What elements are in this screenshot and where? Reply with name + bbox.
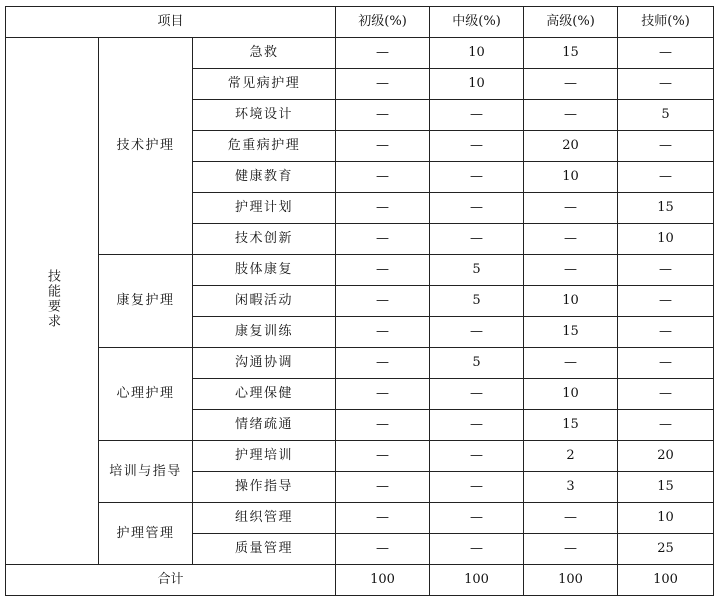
value-cell: — <box>336 69 430 100</box>
value-cell: 10 <box>524 379 618 410</box>
value-cell: — <box>336 317 430 348</box>
group-label: 康复护理 <box>99 255 193 348</box>
value-cell: — <box>618 162 714 193</box>
item-label: 沟通协调 <box>193 348 336 379</box>
item-label: 技术创新 <box>193 224 336 255</box>
value-cell: — <box>430 379 524 410</box>
value-cell: 15 <box>524 410 618 441</box>
item-label: 质量管理 <box>193 534 336 565</box>
value-cell: 10 <box>430 38 524 69</box>
group-label: 培训与指导 <box>99 441 193 503</box>
value-cell: — <box>430 131 524 162</box>
value-cell: 20 <box>618 441 714 472</box>
value-cell: — <box>430 410 524 441</box>
value-cell: — <box>618 131 714 162</box>
value-cell: — <box>336 503 430 534</box>
total-value: 100 <box>618 565 714 596</box>
item-label: 急救 <box>193 38 336 69</box>
value-cell: — <box>336 100 430 131</box>
value-cell: — <box>524 534 618 565</box>
table-row <box>6 255 714 286</box>
header-level-senior: 高级(%) <box>524 7 618 38</box>
item-label: 组织管理 <box>193 503 336 534</box>
total-value: 100 <box>336 565 430 596</box>
item-label: 健康教育 <box>193 162 336 193</box>
value-cell: — <box>430 100 524 131</box>
value-cell: — <box>336 38 430 69</box>
header-row <box>6 7 714 38</box>
item-label: 危重病护理 <box>193 131 336 162</box>
value-cell: 15 <box>524 38 618 69</box>
value-cell: — <box>524 348 618 379</box>
total-value: 100 <box>430 565 524 596</box>
value-cell: — <box>336 348 430 379</box>
item-label: 康复训练 <box>193 317 336 348</box>
table-row <box>6 38 714 69</box>
total-label: 合计 <box>6 565 336 596</box>
value-cell: 15 <box>524 317 618 348</box>
value-cell: — <box>430 193 524 224</box>
item-label: 情绪疏通 <box>193 410 336 441</box>
value-cell: — <box>618 379 714 410</box>
value-cell: 5 <box>618 100 714 131</box>
value-cell: — <box>336 255 430 286</box>
item-label: 心理保健 <box>193 379 336 410</box>
section-cell <box>6 38 99 565</box>
value-cell: — <box>524 69 618 100</box>
total-value: 100 <box>524 565 618 596</box>
value-cell: 15 <box>618 193 714 224</box>
value-cell: — <box>336 379 430 410</box>
skill-weight-table <box>5 6 714 596</box>
value-cell: — <box>524 255 618 286</box>
group-label: 护理管理 <box>99 503 193 565</box>
value-cell: — <box>430 317 524 348</box>
value-cell: — <box>336 534 430 565</box>
value-cell: 10 <box>618 224 714 255</box>
value-cell: 15 <box>618 472 714 503</box>
value-cell: — <box>430 472 524 503</box>
value-cell: 5 <box>430 286 524 317</box>
section-label: 技能要求 <box>45 268 60 329</box>
value-cell: — <box>336 472 430 503</box>
value-cell: — <box>618 69 714 100</box>
table-body <box>6 38 714 596</box>
item-label: 环境设计 <box>193 100 336 131</box>
value-cell: — <box>618 410 714 441</box>
value-cell: — <box>336 441 430 472</box>
value-cell: — <box>336 131 430 162</box>
value-cell: 25 <box>618 534 714 565</box>
value-cell: 2 <box>524 441 618 472</box>
value-cell: 10 <box>618 503 714 534</box>
value-cell: 10 <box>430 69 524 100</box>
value-cell: 3 <box>524 472 618 503</box>
item-label: 闲暇活动 <box>193 286 336 317</box>
value-cell: — <box>430 503 524 534</box>
value-cell: 10 <box>524 162 618 193</box>
value-cell: — <box>524 100 618 131</box>
value-cell: — <box>336 193 430 224</box>
item-label: 护理计划 <box>193 193 336 224</box>
value-cell: 10 <box>524 286 618 317</box>
item-label: 常见病护理 <box>193 69 336 100</box>
header-level-technician: 技师(%) <box>618 7 714 38</box>
value-cell: — <box>430 162 524 193</box>
item-label: 护理培训 <box>193 441 336 472</box>
value-cell: — <box>618 286 714 317</box>
value-cell: — <box>336 224 430 255</box>
item-label: 肢体康复 <box>193 255 336 286</box>
value-cell: — <box>618 255 714 286</box>
value-cell: 20 <box>524 131 618 162</box>
table-row <box>6 348 714 379</box>
table-row <box>6 441 714 472</box>
header-item: 项目 <box>6 7 336 38</box>
value-cell: — <box>524 503 618 534</box>
value-cell: — <box>618 38 714 69</box>
value-cell: 5 <box>430 255 524 286</box>
value-cell: — <box>430 224 524 255</box>
value-cell: — <box>336 286 430 317</box>
value-cell: — <box>336 410 430 441</box>
group-label: 心理护理 <box>99 348 193 441</box>
value-cell: — <box>524 193 618 224</box>
value-cell: — <box>336 162 430 193</box>
header-level-intermediate: 中级(%) <box>430 7 524 38</box>
header-level-junior: 初级(%) <box>336 7 430 38</box>
value-cell: — <box>430 534 524 565</box>
total-row <box>6 565 714 596</box>
table-row <box>6 503 714 534</box>
value-cell: — <box>618 317 714 348</box>
value-cell: — <box>430 441 524 472</box>
value-cell: — <box>618 348 714 379</box>
group-label: 技术护理 <box>99 38 193 255</box>
value-cell: — <box>524 224 618 255</box>
item-label: 操作指导 <box>193 472 336 503</box>
value-cell: 5 <box>430 348 524 379</box>
